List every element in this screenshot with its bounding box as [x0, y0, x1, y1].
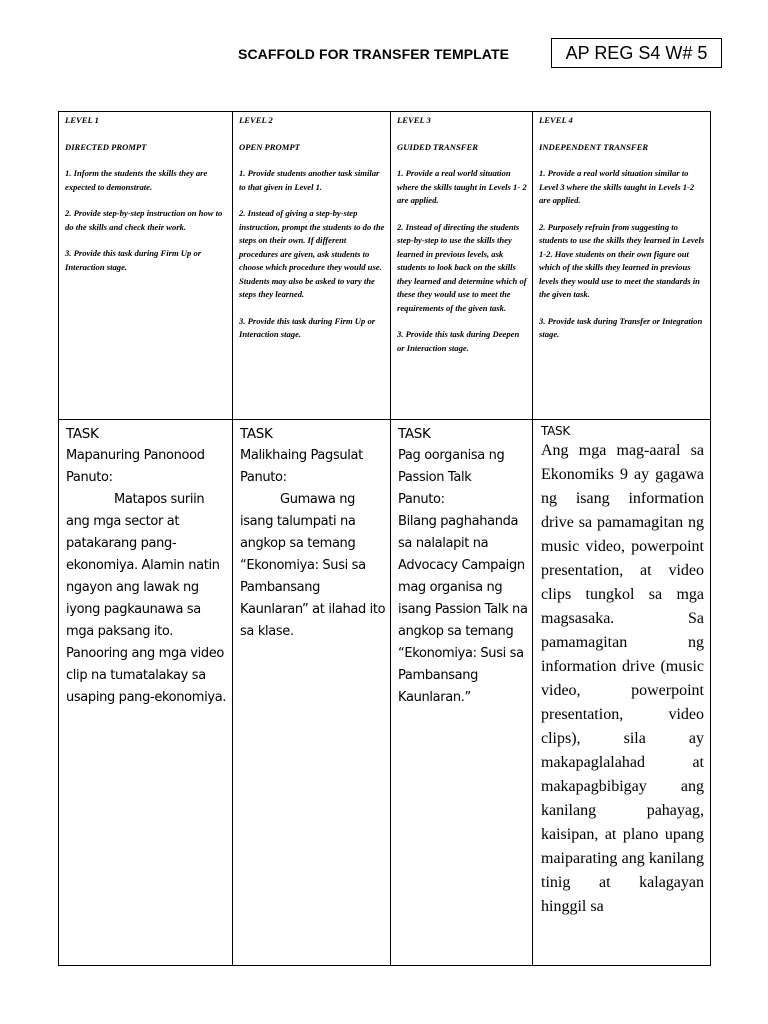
- level-4-cell: [533, 112, 711, 420]
- task-1-cell: [59, 420, 233, 966]
- levels-row: [59, 112, 711, 420]
- task-1-title: Mapanuring Panonood: [66, 448, 205, 463]
- task-3-cell: [391, 420, 533, 966]
- level-1-cell: [59, 112, 233, 420]
- level-4-instruction-3: 3. Provide task during Transfer or Integration stage.: [539, 315, 703, 339]
- level-4-instruction-1: 1. Provide a real world situation similar to Level 3 where the skills taught in Levels 1-2 are applied.: [539, 168, 695, 205]
- level-3-label: LEVEL 3: [397, 115, 431, 125]
- task-3-body: Bilang paghahanda sa nalalapit na Advocacy Campaign mag organisa ng isang Passion Talk na angkop sa temang “Ekonomiya: Susi sa Pambansang Kaunlaran.”: [398, 514, 528, 705]
- task-2-body: Gumawa ng isang talumpati na angkop sa temang “Ekonomiya: Susi sa Pambansang Kaunlaran” at ilahad ito sa klase.: [240, 492, 386, 639]
- task-1-body: Matapos suriin ang mga sector at patakarang pang-ekonomiya. Alamin natin ngayon ang lawak ng iyong pagkaunawa sa mga paksang ito. Panooring ang mga video clip na tumatalakay sa usaping pang-ekonomiya.: [66, 492, 227, 705]
- level-3-kind: GUIDED TRANSFER: [397, 141, 478, 152]
- scaffold-table: [58, 111, 711, 966]
- level-1-label: LEVEL 1: [65, 115, 99, 125]
- task-1-label: TASK: [66, 426, 99, 442]
- task-3-title: Pag oorganisa ng Passion Talk: [398, 448, 505, 485]
- tasks-row: [59, 420, 711, 966]
- task-4-body: Ang mga mag-aaral sa Ekonomiks 9 ay gagawa ng isang information drive sa pamamagitan ng music video, powerpoint presentation, at video clips tungkol sa mga magsasaka. Sa pamamagitan ng information drive (music video, powerpoint presentation, video clips), sila ay makapaglalahad at makapagbibigay ang kanilang pahayag, kaisipan, at plano upang maiparating ang kanilang tinig at kalagayan hinggil sa: [541, 442, 704, 915]
- level-4-instruction-2: 2. Purposely refrain from suggesting to students to use the skills they learned in Levels 1-2. Have students on their own figure out which of the skills they learned in previous levels they would use to meet the standards in the given task.: [539, 221, 705, 299]
- level-2-cell: [233, 112, 391, 420]
- level-4-kind: INDEPENDENT TRANSFER: [539, 141, 649, 152]
- task-3-instruction-label: Panuto:: [398, 492, 445, 507]
- level-1-instruction-3: 3. Provide this task during Firm Up or Interaction stage.: [65, 248, 202, 272]
- level-3-instruction-2: 2. Instead of directing the students step-by-step to use the skills they learned in previous levels, ask students to look back on the skills they learned and determine which of these they would use to meet the requirements of the given task.: [397, 221, 527, 313]
- level-1-instruction-1: 1. Inform the students the skills they are expected to demonstrate.: [65, 168, 208, 192]
- level-2-kind: OPEN PROMPT: [239, 141, 300, 152]
- task-2-cell: [233, 420, 391, 966]
- task-2-title: Malikhaing Pagsulat: [240, 448, 363, 463]
- level-3-instruction-1: 1. Provide a real world situation where the skills taught in Levels 1- 2 are applied.: [397, 168, 527, 205]
- document-code-box: AP REG S4 W# 5: [551, 38, 722, 68]
- task-1-instruction-label: Panuto:: [66, 470, 113, 485]
- level-2-instruction-3: 3. Provide this task during Firm Up or Interaction stage.: [239, 315, 376, 339]
- level-4-label: LEVEL 4: [539, 115, 573, 125]
- level-2-instruction-2: 2. Instead of giving a step-by-step instruction, prompt the students to do the steps on their own. If different procedures are given, ask students to choose which procedure they would use. Students may also be asked to vary the steps they learned.: [239, 208, 385, 299]
- task-2-instruction-label: Panuto:: [240, 470, 287, 485]
- task-4-cell: [533, 420, 711, 966]
- task-4-label: TASK: [541, 424, 570, 438]
- level-3-cell: [391, 112, 533, 420]
- level-1-instruction-2: 2. Provide step-by-step instruction on how to do the skills and check their work.: [65, 208, 223, 232]
- task-3-label: TASK: [398, 426, 431, 442]
- level-2-instruction-1: 1. Provide students another task similar to that given in Level 1.: [239, 168, 380, 192]
- level-3-instruction-3: 3. Provide this task during Deepen or Interaction stage.: [397, 329, 520, 353]
- task-2-label: TASK: [240, 426, 273, 442]
- document-title: SCAFFOLD FOR TRANSFER TEMPLATE: [238, 46, 510, 62]
- level-1-kind: DIRECTED PROMPT: [65, 141, 147, 152]
- level-2-label: LEVEL 2: [239, 115, 273, 125]
